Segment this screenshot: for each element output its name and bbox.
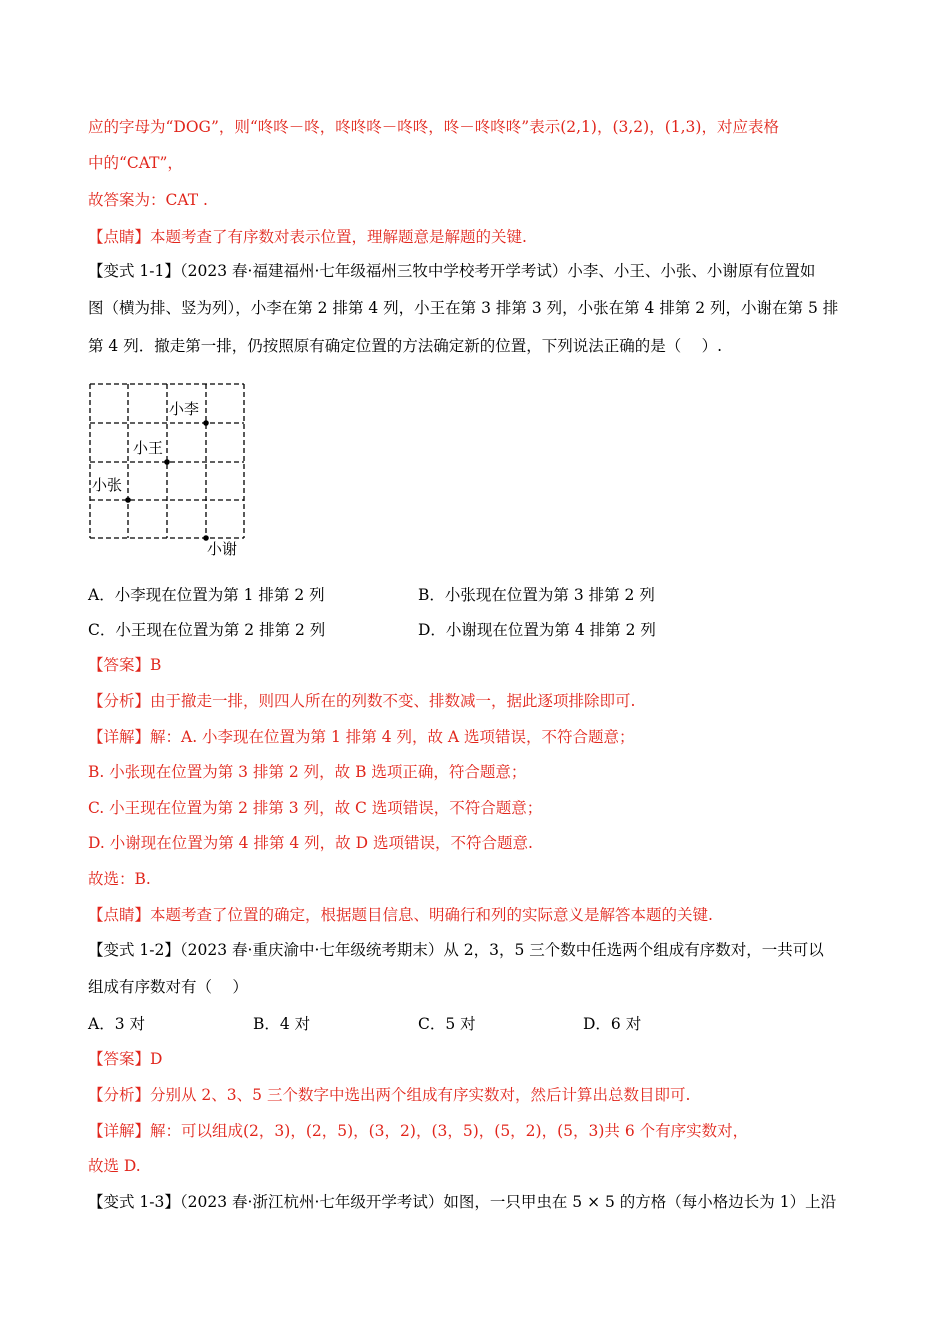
answer-line: 【答案】B — [88, 656, 162, 674]
question-stem: 【变式 1-2】（2023 春·重庆渝中·七年级统考期末）从 2，3，5 三个数中任选两个组成有序数对，一共可以 — [88, 941, 824, 959]
text-line: 【点睛】本题考查了有序数对表示位置，理解题意是解题的关键. — [88, 228, 527, 246]
label-xiaowang: 小王 — [133, 439, 164, 457]
analysis-line: 【分析】分别从 2、3、5 三个数字中选出两个组成有序实数对，然后计算出总数目即可. — [88, 1086, 691, 1104]
question-stem: 组成有序数对有（ ） — [88, 978, 248, 996]
analysis-line: 【分析】由于撤走一排，则四人所在的列数不变、排数减一，据此逐项排除即可. — [88, 692, 636, 710]
option-a: A．3 对 — [88, 1015, 145, 1033]
question-stem: 图（横为排、竖为列），小李在第 2 排第 4 列，小王在第 3 排第 3 列，小张在第 4 排第 2 列，小谢在第 5 排 — [88, 299, 839, 317]
point-xiaoli — [203, 420, 209, 426]
label-xiaoli: 小李 — [169, 400, 200, 418]
seating-grid-figure — [84, 380, 254, 565]
text-line: 应的字母为“DOG”，则“咚咚－咚，咚咚咚－咚咚，咚－咚咚咚”表示(2,1)，(3,2)，(1,3)，对应表格 — [88, 118, 779, 136]
option-d: D．小谢现在位置为第 4 排第 2 列 — [418, 621, 656, 639]
point-xiaozhang — [125, 497, 131, 503]
question-stem: 第 4 列．撤走第一排，仍按照原有确定位置的方法确定新的位置，下列说法正确的是（ ）. — [88, 337, 723, 355]
question-stem: 【变式 1-3】（2023 春·浙江杭州·七年级开学考试）如图，一只甲虫在 5 × 5 的方格（每小格边长为 1）上沿 — [88, 1193, 837, 1211]
option-c: C．5 对 — [418, 1015, 476, 1033]
option-b: B．小张现在位置为第 3 排第 2 列 — [418, 586, 655, 604]
answer-line: 【答案】D — [88, 1050, 163, 1068]
choice-line: 故选：B. — [88, 870, 151, 888]
text-line: 故答案为：CAT . — [88, 191, 208, 209]
label-xiaoxie: 小谢 — [207, 540, 238, 558]
question-stem: 【变式 1-1】（2023 春·福建福州·七年级福州三牧中学校考开学考试）小李、小王、小张、小谢原有位置如 — [88, 262, 816, 280]
detail-line: C. 小王现在位置为第 2 排第 3 列，故 C 选项错误，不符合题意； — [88, 799, 543, 817]
comment-line: 【点睛】本题考查了位置的确定，根据题目信息、明确行和列的实际意义是解答本题的关键. — [88, 906, 713, 924]
option-d: D．6 对 — [583, 1015, 642, 1033]
text-line: 中的“CAT”， — [88, 154, 183, 172]
label-xiaozhang: 小张 — [92, 476, 123, 494]
detail-line: 【详解】解：可以组成(2，3)，(2，5)，(3，2)，(3，5)，(5，2)，(5，3)共 6 个有序实数对， — [88, 1122, 749, 1140]
option-b: B．4 对 — [253, 1015, 311, 1033]
detail-line: D. 小谢现在位置为第 4 排第 4 列，故 D 选项错误，不符合题意. — [88, 834, 533, 852]
option-a: A．小李现在位置为第 1 排第 2 列 — [88, 586, 325, 604]
point-xiaowang — [164, 459, 170, 465]
detail-line: B. 小张现在位置为第 3 排第 2 列，故 B 选项正确，符合题意； — [88, 763, 527, 781]
option-c: C．小王现在位置为第 2 排第 2 列 — [88, 621, 326, 639]
detail-line: 【详解】解：A. 小李现在位置为第 1 排第 4 列，故 A 选项错误，不符合题意； — [88, 728, 635, 746]
choice-line: 故选 D. — [88, 1157, 141, 1175]
